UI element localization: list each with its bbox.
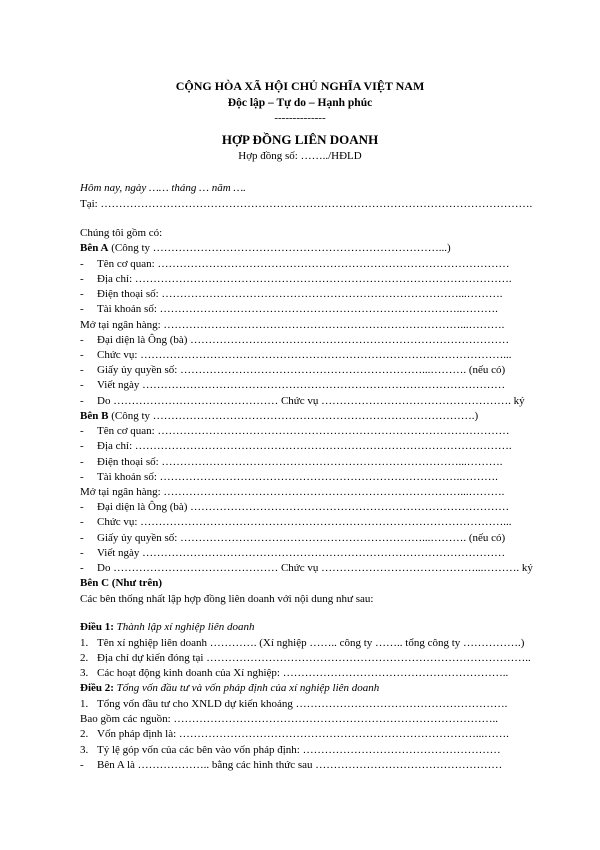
article-2-item: - Bên A là ……………….. bằng các hình thức sau …………………………………………… bbox=[80, 759, 503, 771]
party-a-rep: - Viết ngày ……………………………………………………………………………………… bbox=[80, 379, 506, 391]
party-b-bank: Mở tại ngân hàng: ………………………………………………………………………...………. bbox=[80, 486, 505, 498]
party-c: Bên C (Như trên) bbox=[80, 577, 163, 589]
article-2-item: 1. Tổng vốn đầu tư cho XNLD dự kiến khoảng …………………………………………………. bbox=[80, 698, 508, 710]
party-a-field: - Tài khoản số: ………………………………………………………………………..………. bbox=[80, 303, 498, 315]
party-a-field: - Điện thoại số: ………………………………………………………………………...………. bbox=[80, 288, 503, 300]
we-include: Chúng tôi gồm có: bbox=[80, 227, 163, 239]
party-a-rep: - Chức vụ: ………………………………………………………………………………………... bbox=[80, 349, 512, 361]
party-b-rep: - Do ……………………………………… Chức vụ ……………………………………...………. ký bbox=[80, 562, 533, 574]
party-b-field: - Tài khoản số: ………………………………………………………………………..………. bbox=[80, 471, 498, 483]
party-a-field: - Tên cơ quan: …………………………………………………………………………………… bbox=[80, 258, 510, 270]
separator: -------------- bbox=[274, 112, 326, 124]
party-a-label: Bên A bbox=[80, 242, 109, 254]
party-a-rep: - Đại diện là Ông (bà) …………………………………………………………………………… bbox=[80, 334, 510, 346]
party-a-company: (Công ty ……………………………………………………………………...) bbox=[108, 242, 451, 254]
date-line: Hôm nay, ngày …… tháng … năm …. bbox=[80, 182, 246, 194]
contract-title: HỢP ĐỒNG LIÊN DOANH bbox=[221, 132, 379, 147]
party-b-rep: - Đại diện là Ông (bà) …………………………………………………………………………… bbox=[80, 501, 510, 513]
party-a-field: - Địa chỉ: …………………………………………………………………………………………. bbox=[80, 273, 512, 285]
party-b-company: (Công ty …………………………………………………………………………….) bbox=[108, 410, 479, 422]
party-a-rep: - Giấy ủy quyền số: …………………………………………………………...………. (nếu có) bbox=[80, 364, 506, 376]
article-2-item: 3. Tỷ lệ góp vốn của các bên vào vốn pháp định: ……………………………………………… bbox=[80, 744, 501, 756]
motto: Độc lập – Tự do – Hạnh phúc bbox=[227, 97, 373, 109]
party-b-heading bbox=[80, 410, 478, 423]
party-b-rep: - Chức vụ: ………………………………………………………………………………………... bbox=[80, 516, 512, 528]
article-1-heading: Điều 1: Thành lập xí nghiệp liên doanh bbox=[80, 621, 255, 633]
party-a-rep: - Do ……………………………………… Chức vụ ……………………………………………. ký bbox=[80, 395, 525, 407]
article-2-heading: Điều 2: Tổng vốn đầu tư và vốn pháp định của xí nghiệp liên doanh bbox=[80, 682, 380, 694]
agreement-statement: Các bên thống nhất lập hợp đồng liên doanh với nội dung như sau: bbox=[80, 593, 374, 605]
party-a-heading bbox=[80, 242, 451, 255]
place-line: Tại: ………………………………………………………………………………………………………. bbox=[80, 198, 533, 210]
article-2-sources: Bao gồm các nguồn: …………………………………………………………………………….. bbox=[80, 713, 498, 725]
party-b-label: Bên B bbox=[80, 410, 109, 422]
article-1-item: 3. Các hoạt động kinh doanh của Xí nghiệp: …………………………………………………….. bbox=[80, 667, 509, 679]
party-a-bank: Mở tại ngân hàng: ………………………………………………………………………...………. bbox=[80, 319, 505, 331]
party-b-field: - Địa chỉ: …………………………………………………………………………………………. bbox=[80, 440, 512, 452]
contract-number: Hợp đồng số: ……../HĐLD bbox=[238, 150, 362, 162]
national-title: CỘNG HÒA XÃ HỘI CHỦ NGHĨA VIỆT NAM bbox=[175, 79, 425, 93]
party-b-rep: - Giấy ủy quyền số: …………………………………………………………...………. (nếu có) bbox=[80, 532, 506, 544]
article-1-item: 2. Địa chỉ dự kiến đóng tại …………………………………………………………………………….. bbox=[80, 652, 531, 664]
party-b-rep: - Viết ngày ……………………………………………………………………………………… bbox=[80, 547, 506, 559]
article-2-item: 2. Vốn pháp định là: ………………………………………………………………………...……. bbox=[80, 728, 509, 740]
party-b-field: - Điện thoại số: ………………………………………………………………………...………. bbox=[80, 456, 503, 468]
party-b-field: - Tên cơ quan: …………………………………………………………………………………… bbox=[80, 425, 510, 437]
article-1-item: 1. Tên xí nghiệp liên doanh …………. (Xí nghiệp …….. công ty …….. tổng công ty …………….) bbox=[80, 637, 525, 649]
